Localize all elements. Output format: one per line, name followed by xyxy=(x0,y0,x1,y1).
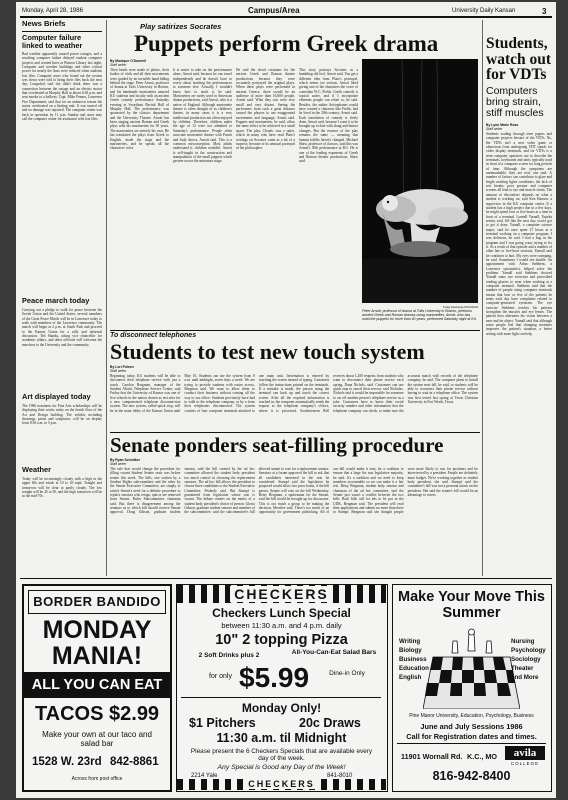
ad-footnote: Across from post office xyxy=(71,776,123,782)
paper-name: University Daily Kansan xyxy=(452,8,516,14)
subject-label: English xyxy=(399,674,422,681)
brief-body: Bad weather apparently caused power outages, and a resulting computer failure delayed student computer projects and created lines at Watson Library last night. Computer and weather buildings and other critical power for nearly the lines were reduced when students lost files. Computer users who found out the system was down were told to bring their files back the next day. Longsdorf said she didn't think there was a connection between the outage and an electric motor that overheated at Murphy Hall at about 6:30 p.m. and sent smoke to a hallway. Capt. Mike Penner, Lawrence Fire Department, said that for an unknown reason the motor overheated on a heating unit. It was turned off and no damage was reported. The computer center was back in operation by 11 p.m. Sunday and users may call the computer center for assistance with lost files. xyxy=(22,52,102,122)
subject-label: Theater xyxy=(511,665,534,672)
brief-title: Computer failure linked to weather xyxy=(22,33,83,50)
brief-body: The 1986 nominees for Fine Arts scholarships will be displaying their works today on the fourth floor of the Art and Design building. The exhibit, including drawings, prints and sculptures, will be on display from 8:30 a.m. to 5 p.m. xyxy=(22,404,102,426)
subject-label: Psychology xyxy=(511,647,546,654)
senate-body: The rule that would change the procedure for filling vacant Student Senate seats was before senate this week. The bills, one written by a Student Rights subcommittee and the other by the Senate Executive Committee, are simply to satisfy Senate's need for a definite procedure to replace senators who resign, quit or are removed from Senate, Rules Subcommittee chairman said. But there is disagreement among the senators as to which bill should receive Senate approval. Doug Gibson, graduate student senator, said the bill created by the ad hoc committee allowed the student body president too much control in choosing the replacement senators. The ad hoc bill allows the president to choose three candidates to the Student Executive Committee, Peabody said. But Stumpf is guaranteed from legislation whose seat is vacant. The debate centers on the merits of a student body president's choice of person. Gloria Gibson, graduate student senator and member of the subcommittee, said the subcommittee's bill allowed senate to vote for a replacement senator. Senators at a forum approved the bill to ask that all candidates interested in the seat be considered. Stumpf said the legislation he proposed would allow two prior forms, if the bill passes. Senate will vote on the bill Wednesday. Betsy Bergman, a spokesman for the Senate, said the bill would be brought up for discussion. This is too much a group to be making the decision, Merrilee said. There's too much of an opportunity for government politicking. All of our bill would make it easy for a coalition to ensure that a large list was legislative majority, he said. It's a tradition and we need to keep members accountable so we can make it a fair test. Betsy Bergman, student body senator and chairman of the ad hoc committee, said the Senate just wasn't a conflict between the two bills. Both bills call for ads to be put in the UDK, Bergman said. The president will read their applications and submit no more than three to Stumpf. Bergman said she thought people were more likely to run for positions and be interviewed by a president. People are definitely more budget. We're working together as student body president, she said. Stumpf said the committee's bill was not a personal attack on the president. She said the senate's bill would be an advantage to voters. xyxy=(110,467,478,515)
checkers-any-special: Any Special is Good any Day of the Week! xyxy=(217,764,346,771)
touch-byline-role: Staff writer xyxy=(110,369,127,373)
puppet-headline: Puppets perform Greek drama xyxy=(134,31,439,56)
checkers-dine-label: Dine-in Only xyxy=(329,670,365,677)
ads-rule xyxy=(20,578,552,579)
touch-byline: By Lori Polsen xyxy=(110,365,134,369)
subject-label: Sociology xyxy=(511,656,541,663)
touch-kicker: To disconnect telephones xyxy=(110,332,197,339)
story-rule xyxy=(110,330,480,331)
checkers-phone: 841-8010 xyxy=(327,773,353,779)
puppet-byline-role: Staff writer xyxy=(110,63,127,67)
checkers-hours: between 11:30 a.m. and 4 p.m. daily xyxy=(221,621,342,630)
brief-title: Weather xyxy=(22,465,52,474)
ad-offer: ALL YOU CAN EAT xyxy=(24,672,170,698)
summer-ad xyxy=(392,584,552,792)
senate-byline: By Ryan Schnitker xyxy=(110,458,140,462)
puppet-kicker: Play satirizes Socrates xyxy=(140,22,222,31)
brief-body: Carrying out a pledge to walk for peace between the Soviet Union and the United States, several members of the Great Peace March will be in Lawrence today to walk with members of the Lawrence community. The march will begin at 2 p.m. at South Park and proceed to the Kansas Union for a rally and informal discussion. Ted Shanks, acting vice chancellor for academic affairs, and other officials will welcome the marchers to the University and the community. xyxy=(22,308,102,347)
newspaper-page xyxy=(16,2,556,798)
ad-item: TACOS $2.99 xyxy=(34,703,160,725)
summer-registration: Call for Registration dates and times. xyxy=(406,732,537,741)
summer-school: Pine Manor University, Education, Psychology, Business xyxy=(409,713,534,719)
border-bandido-ad xyxy=(22,584,172,792)
ad-divider xyxy=(397,743,546,744)
checkers-address: 2214 Yale xyxy=(191,773,218,779)
checkers-footer-logo xyxy=(177,779,386,790)
checkers-coupon-note: Please present the 6 Checkers Specials that are available every day of the week. xyxy=(190,748,373,763)
column-rule xyxy=(106,20,107,576)
vdt-subhead: Computers bring strain, stiff muscles xyxy=(486,85,544,119)
subject-label: Nursing xyxy=(511,638,535,645)
vdt-byline: By Lynn Marie Ross xyxy=(486,123,519,127)
ad-phone: 842-8861 xyxy=(110,756,159,768)
marionette-photo xyxy=(362,59,478,303)
touch-headline: Students to test new touch system xyxy=(110,339,425,364)
briefs-rule xyxy=(22,31,102,32)
header-rule xyxy=(20,16,552,18)
photo-credit: Craig Seeberger/KANSAN xyxy=(442,305,478,309)
checkers-late-hours: 11:30 a.m. til Midnight xyxy=(216,731,347,745)
checkers-right-deal: All-You-Can-Eat Salad Bars xyxy=(291,649,377,656)
vdt-byline-role: Staff writer xyxy=(486,127,503,131)
summer-subjects-right xyxy=(511,637,551,682)
ad-address: 1528 W. 23rd xyxy=(32,756,102,768)
summer-phone: 816-942-8400 xyxy=(432,769,511,783)
senate-headline: Senate ponders seat-filling procedure xyxy=(110,433,444,457)
checkers-price: $5.99 xyxy=(239,662,310,693)
checkers-logo xyxy=(177,585,386,603)
puppet-column-4: This story portrays Socrates as a bumbling old fool, Arnott said. You get a different idea from Plato's portrayal, which seems too serious. Arnott liked giving one of the characters the voice of comedian W.C. Fields. Greek comedy is topical satire, and if I incorporate elements people can relate to, he said. Besides, the author Aristophanes would have created a character like Fields, had he lived in the 20th century, Arnott said. Each translation of comedy is freely done, Arnott said, because I want it to be brought up to date with slang and humor changes. But the essence of the play remains the same — meaning that human foibles haven't changed. Michael Shaw, professor of classics, said this was Arnott's 50th performance at KU. He is one of the leading exponents of Greek and Roman theater productions, Shaw said. xyxy=(299,68,358,164)
summer-sessions: June and July Sessions 1986 xyxy=(420,722,523,731)
summer-subjects-left xyxy=(399,637,433,682)
ad-note: Make your own at our taco and salad bar xyxy=(42,730,152,748)
checkers-monday: Monday Only! xyxy=(241,701,322,715)
checkers-pitchers: $1 Pitchers xyxy=(189,716,256,730)
subject-label: Education xyxy=(399,665,429,672)
summer-city: K.C., MO xyxy=(467,752,497,761)
photo-caption: Peter Arnott, professor of drama at Tufts University in Boston, performs ancient Greek and Roman dramas using marionettes. Arnott, who has used the puppets for more than 40 years, performed Saturday night at KU. xyxy=(362,309,478,322)
summer-headline: Make Your Move This Summer xyxy=(398,589,545,621)
issue-date: Monday, April 28, 1986 xyxy=(22,8,83,14)
ad-promo-line: MONDAY xyxy=(42,616,152,644)
section-name: Campus/Area xyxy=(248,6,300,15)
checkers-footer-name: CHECKERS xyxy=(244,779,319,789)
ad-divider xyxy=(181,697,381,698)
chessboard-illustration xyxy=(423,627,520,709)
puppet-column-3: He said the cloud costumes for the ancient Greek and Roman theatre productions because they were accurately portrayed the original plays. When these plays were performed in ancient Greece, there would be an audience of more than 16,000 people, Arnott said. What they saw were very small and very distant. Seeing the performers from such a great distance caused the players to use exaggerated movements and language, Arnott said. Puppets and marionettes, he said, allow the same effect to be achieved in a small space. The play, Clouds, was a satire, which in many who have read Plato's writings on Socrates came as a bit of a surprise, because of its unusual portrayal of the philosopher. xyxy=(236,68,295,151)
column-rule xyxy=(482,20,483,576)
subject-label: Biology xyxy=(399,647,422,654)
senate-byline-role: Staff writer xyxy=(110,462,127,466)
ad-promo-line: MANIA! xyxy=(51,642,143,670)
vdt-headline: Students, watch out for VDTs xyxy=(486,35,552,83)
news-briefs-heading: News Briefs xyxy=(22,19,66,28)
subject-label: Business xyxy=(399,656,427,663)
summer-address: 11901 Wornall Rd. xyxy=(401,752,463,761)
puppet-column-2: It is easier to take on the performance alone, Arnott said, because he can travel independently and he doesn't have to worry about teaching the performances to someone else. Actually, I wouldn't know how to teach it, he said. Marionettes are rarely used in American drama productions, said Arnott, who is a native of England. Although marionette theatre is often thought of as children's theatre, in many cases it is a very intellectual production not often enjoyed by children. Therefore, children under the age of 12 were not admitted to Saturday's performance. People often associate marionette theatre with Punch and Judy shows, Arnott said. This is a common misconception. Most adults understand it, children wouldn't. Arnott is self-taught in the construction and manipulation of the small puppets which gesture across the miniature stage. xyxy=(173,68,232,164)
puppet-column-1: Their heads were made of plastic, their bodies of cloth and all their movements were guided by an invisible hand hiding behind the stage. Peter Arnott, professor of drama at Tufts University in Boston, and his handmade marionettes amused KU students and faculty with an ancient Greek comedy performance Saturday evening in Swarthout Recital Hall of Murphy Hall. The performance was sponsored by the classics department and the University Theatre. Arnott has been staging ancient Roman and Greek plays with his marionettes for 30 years. The marionettes are entirely his own. He has translated the plays from Greek to English, made the stage and the marionettes, and he speaks all the characters' roles. xyxy=(110,68,169,151)
avila-logo-sub: COLLEGE xyxy=(510,761,540,766)
touch-body: Beginning today, KU students will be able to disconnect their telephone service with just a touch. Carolyn Bergman, manager of the Student Affairs Telephone Service Center, said Friday that the University of Kansas was one of five schools in the nation chosen as test sites for a new computerized telephone disconnection system. The new system, called quick stop, will be in the main lobby of the Kansas Union until May 16. Students can use the system from 8 a.m. until midnight, seven days a week. We are trying to provide students with easier access, Bergman said. We want to allow them to conduct their business without coming all the way to our office. Students previously have had to walk to the telephone company, or by a form their telephones disconnected. The system consists of four computer terminals attached to one main unit. Information is entered by touching the screen instead of typing. Customers follow the instructions printed on the terminals. If a mistake is made, the person using the terminal can back up and touch the correct screen. After all the required information is touched in, the computer automatically sends the request to the telephone company's offices, where it is processed. Southwestern Bell receives about 1,200 requests from students who want to disconnect their phone service each spring, Dana Nichols, said. Customers can use quick stop to cancel their service, said Nicholas. Nichols said it would be impossible for someone to cut off another person's telephone service as a joke. Customers have to know their social security number and other information that the telephone company can check, to make sure the accounts match with records of the telephone company, he said. The computer plans to install the system next fall, he said, so students will be able to reconnect their phone service without having to wait in a telephone office. The system was first tested last spring at Texas Christian University in Fort Worth, Texas. xyxy=(110,374,478,413)
vdt-body: Students wading through term papers and computer projects beware of the VDTs. No, the VDTs isn't a new video game or obnoxious from undergoing VDT stands for video display terminals, and for VDTs is a term computer operators use to describe the terminals, keyboards and units typically used in front of a computer screen for long periods of time. Although the symptoms are unremarkable, they are real, one said. A number of factors can contribute to glare and bright working lights conditions, the lack of rest breaks, poor posture and computer screens all lead to eye and muscle strain. The amount of discomfort depends on what a student is working on, said Ken Hansen, a supervisor in the KU computer center. If a student has a high project due in a few days, he might spend four or five hours at a time in front of a terminal. Lynnell Yarnall, Topeka senior, said, It'd like the next day, you're got to get it done. Yarnall, a computer science major, said he once spent 27 hours at a terminal working on a computer program. I was delirious, he said. I had a bug in the program and I was going crazy trying to fix it. As a result of that episode and a number of other late or five-hour sessions, Yarnall said he continues to hurt. My eyes were cramping, he said. Sometimes I would see double. An appointment with Arlan Stebbens, a Lawrence optometrist, helped solve the problem. Yarnall said Stebbens showed Yarnall some eye exercises and prescribed reading glasses to wear when working at a computer terminal. Stebbens said that the number of people using computer terminals means that four or five of the patients he treats each day have complaints related to computer-generated eyestrain. The eye exercise Stebbens teaches his patients strengthen the muscles and eye lenses. The patient then alternates his vision between a near and far object. Yarnall said that although some people feel that changing monitors improves the patient's situation, a better setting with more light can help. xyxy=(486,132,552,336)
checkers-headline: Checkers Lunch Special xyxy=(212,606,351,620)
puppet-byline: By Monique O'Donnell xyxy=(110,59,147,63)
news-briefs xyxy=(22,20,102,575)
checkers-left-deal: 2 Soft Drinks plus 2 xyxy=(198,652,260,659)
brief-body: Today will be increasingly cloudy with a high in the upper 60s and winds at 10 to 20 mph. Tonight and tomorrow will be clear to partly cloudy. The low tonight will be 45 to 50, and the high tomorrow will be in the mid-70s. xyxy=(22,477,102,499)
subject-label: Writing xyxy=(399,638,421,645)
ad-brand: BORDER BANDIDO xyxy=(28,590,166,614)
checkers-for-label: for only xyxy=(209,673,232,680)
subject-label: and More xyxy=(511,674,539,681)
avila-logo: avila xyxy=(505,746,545,760)
checkers-name: CHECKERS xyxy=(230,586,333,602)
checkers-draws: 20c Draws xyxy=(299,716,361,730)
page-number: 3 xyxy=(542,7,547,16)
checkers-ad xyxy=(176,584,388,792)
brief-title: Peace march today xyxy=(22,296,90,305)
brief-title: Art displayed today xyxy=(22,392,91,401)
checkers-special: 10" 2 topping Pizza xyxy=(215,632,348,648)
